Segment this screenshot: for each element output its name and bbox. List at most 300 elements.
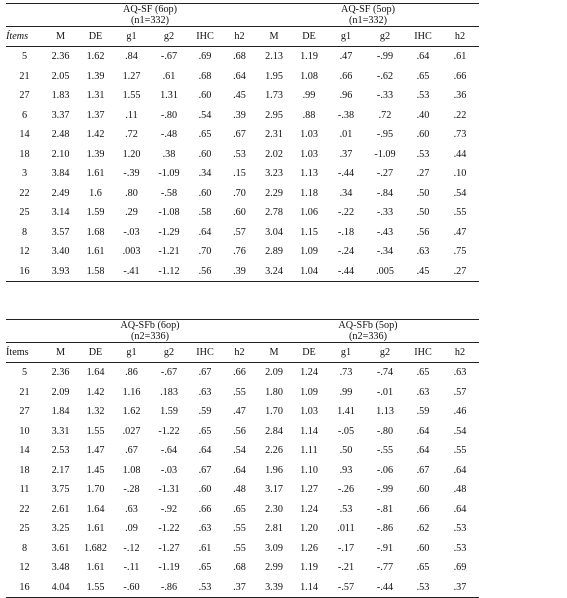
table-cell: -.64 <box>160 445 178 457</box>
table-row <box>6 480 479 500</box>
table-cell: .50 <box>339 445 353 457</box>
table-cell: .55 <box>233 523 246 535</box>
table-cell: .34 <box>339 187 353 199</box>
table-cell: 4.04 <box>43 578 78 598</box>
table-cell: .60 <box>198 90 212 102</box>
table-row <box>6 203 479 223</box>
column-header-row <box>6 343 479 363</box>
table-cell: .58 <box>198 207 212 219</box>
table-cell: -.60 <box>113 578 150 598</box>
table-row <box>6 441 479 461</box>
table-cell: -.80 <box>160 109 178 121</box>
table-cell: -.86 <box>150 578 188 598</box>
group-title-left: AQ-SF (6op) <box>122 4 178 15</box>
table-cell: -.24 <box>337 246 355 258</box>
table-cell: .72 <box>125 129 138 141</box>
table-cell: -.05 <box>337 425 355 437</box>
table-cell: 2.29 <box>265 187 283 199</box>
table-cell: 1.27 <box>300 484 318 496</box>
item-number-cell: 27 <box>19 90 30 102</box>
group-sample-size-right: (n1=332) <box>349 15 387 26</box>
table-cell: -.67 <box>160 51 178 63</box>
table-cell: .005 <box>365 262 405 282</box>
table-cell: -1.09 <box>374 148 396 160</box>
table-cell: .11 <box>125 109 138 121</box>
table-cell: -.43 <box>376 226 394 238</box>
table-cell: .65 <box>233 503 246 515</box>
group-header-right <box>257 4 479 27</box>
table-cell: 1.09 <box>300 386 318 398</box>
table-cell: .62 <box>416 523 430 535</box>
column-header: g1 <box>113 27 150 47</box>
table-cell: .53 <box>233 148 246 160</box>
table-cell: .34 <box>198 168 212 180</box>
table-cell: .61 <box>453 51 467 63</box>
table-cell: 3.48 <box>51 562 70 574</box>
group-sample-size-left: (n1=332) <box>131 15 169 26</box>
table-cell: .61 <box>162 70 176 82</box>
table-cell: 1.19 <box>300 562 318 574</box>
table-cell: 1.04 <box>291 262 327 282</box>
table-cell: .66 <box>453 70 467 82</box>
table-cell: .63 <box>416 246 430 258</box>
table-cell: .46 <box>453 406 467 418</box>
table-cell: .47 <box>453 226 467 238</box>
item-number-cell: 8 <box>21 226 28 238</box>
table-cell: .60 <box>233 207 246 219</box>
table-cell: .63 <box>453 367 467 379</box>
table-cell: .76 <box>233 246 246 258</box>
table-cell: 1.55 <box>86 425 105 437</box>
table-cell: 2.17 <box>51 464 70 476</box>
table-cell: .55 <box>233 542 246 554</box>
table-cell: .67 <box>416 464 430 476</box>
group-header-blank <box>6 4 43 27</box>
table-cell: .67 <box>198 367 212 379</box>
table-row <box>6 47 479 67</box>
column-header: M <box>43 343 78 363</box>
table-cell: .54 <box>453 187 467 199</box>
table-cell: 2.09 <box>51 386 70 398</box>
table-cell: .63 <box>198 386 212 398</box>
table-row <box>6 422 479 442</box>
table-cell: .22 <box>453 109 467 121</box>
table-cell: .88 <box>302 109 316 121</box>
table-row <box>6 86 479 106</box>
table-cell: 3.24 <box>257 262 291 282</box>
table-cell: .56 <box>416 226 430 238</box>
table-cell: 1.41 <box>337 406 355 418</box>
table-cell: -.11 <box>123 562 140 574</box>
table-cell: -.81 <box>376 503 394 515</box>
table-cell: 1.03 <box>300 406 318 418</box>
table-cell: 1.06 <box>300 207 318 219</box>
table-cell: 1.64 <box>86 367 105 379</box>
item-number-cell: 14 <box>19 445 30 457</box>
table-cell: -.55 <box>376 445 394 457</box>
column-header: IHC <box>405 343 441 363</box>
table-cell: 3.84 <box>51 168 70 180</box>
item-number-cell: 3 <box>21 168 28 180</box>
stats-table-aq-sfb <box>6 319 479 598</box>
table-cell: .66 <box>233 367 246 379</box>
table-cell: .011 <box>337 523 355 535</box>
table-cell: 3.40 <box>51 246 70 258</box>
table-cell: .29 <box>125 207 138 219</box>
table-row <box>6 383 479 403</box>
item-number-cell: 14 <box>19 129 30 141</box>
table-cell: 1.03 <box>300 129 318 141</box>
table-cell: 2.53 <box>51 445 70 457</box>
table-cell: .99 <box>302 90 316 102</box>
column-header: IHC <box>405 27 441 47</box>
table-row <box>6 500 479 520</box>
table-cell: 3.93 <box>43 262 78 282</box>
table-cell: -.99 <box>376 51 394 63</box>
table-cell: 2.31 <box>265 129 283 141</box>
table-cell: 2.48 <box>51 129 70 141</box>
table-cell: 1.73 <box>265 90 283 102</box>
table-cell: 3.25 <box>51 523 70 535</box>
column-header-row <box>6 27 479 47</box>
table-row <box>6 363 479 383</box>
table-cell: -1.09 <box>158 168 180 180</box>
table-cell: 1.55 <box>78 578 113 598</box>
column-header: g2 <box>365 27 405 47</box>
table-cell: 1.24 <box>300 503 318 515</box>
table-cell: -1.12 <box>150 262 188 282</box>
table-cell: 1.15 <box>300 226 318 238</box>
table-cell: .68 <box>233 51 246 63</box>
item-number-cell: 25 <box>19 207 30 219</box>
table-cell: 1.16 <box>122 386 141 398</box>
table-cell: .55 <box>453 207 467 219</box>
table-cell: -.62 <box>376 70 394 82</box>
column-header: M <box>257 343 291 363</box>
table-cell: -.38 <box>337 109 355 121</box>
table-cell: 3.17 <box>265 484 283 496</box>
column-header: g1 <box>113 343 150 363</box>
table-cell: 1.55 <box>122 90 141 102</box>
table-cell: .50 <box>416 207 430 219</box>
table-cell: 3.14 <box>51 207 70 219</box>
table-cell: 2.84 <box>265 425 283 437</box>
table-cell: 1.20 <box>122 148 141 160</box>
table-cell: 1.27 <box>122 70 141 82</box>
table-cell: 1.09 <box>300 246 318 258</box>
table-cell: .37 <box>222 578 257 598</box>
table-cell: .66 <box>339 70 353 82</box>
table-cell: 1.62 <box>86 51 105 63</box>
table-cell: 1.68 <box>86 226 105 238</box>
item-number-cell: 18 <box>19 148 30 160</box>
table-cell: .69 <box>453 562 467 574</box>
table-cell: .65 <box>198 562 212 574</box>
table-cell: .15 <box>233 168 246 180</box>
item-number-cell: 6 <box>21 109 28 121</box>
table-cell: 2.36 <box>51 367 70 379</box>
column-header: g1 <box>327 343 365 363</box>
table-cell: -.80 <box>376 425 394 437</box>
table-cell: 1.39 <box>86 148 105 160</box>
table-cell: .73 <box>339 367 353 379</box>
table-cell: 2.36 <box>51 51 70 63</box>
item-number-cell: 22 <box>19 187 30 199</box>
table-cell: .54 <box>233 445 246 457</box>
table-cell: 1.10 <box>300 464 318 476</box>
table-cell: 1.95 <box>265 70 283 82</box>
table-cell: .55 <box>233 386 246 398</box>
table-cell: 2.30 <box>265 503 283 515</box>
table-cell: 1.20 <box>300 523 318 535</box>
table-cell: 1.18 <box>300 187 318 199</box>
table-cell: 1.03 <box>300 148 318 160</box>
table-cell: .64 <box>416 445 430 457</box>
table-cell: -.17 <box>337 542 355 554</box>
table-cell: -1.22 <box>158 523 180 535</box>
table-cell: .183 <box>160 386 178 398</box>
table-cell: .70 <box>198 246 212 258</box>
table-cell: 3.23 <box>265 168 283 180</box>
table-cell: .70 <box>233 187 246 199</box>
group-header-left <box>43 320 257 343</box>
table-cell: .64 <box>453 464 467 476</box>
table-cell: 1.42 <box>86 129 105 141</box>
table-cell: 2.95 <box>265 109 283 121</box>
item-number-cell: 21 <box>19 386 30 398</box>
table-cell: 1.24 <box>300 367 318 379</box>
table-cell: .53 <box>453 542 467 554</box>
item-number-cell: 12 <box>19 562 30 574</box>
table-cell: -.44 <box>337 168 355 180</box>
table-cell: 1.14 <box>291 578 327 598</box>
table-cell: .75 <box>453 246 467 258</box>
table-cell: -.26 <box>337 484 355 496</box>
item-number-cell: 22 <box>19 503 30 515</box>
table-row <box>6 106 479 126</box>
table-cell: 1.83 <box>51 90 70 102</box>
item-number-cell: 10 <box>19 425 30 437</box>
table-row <box>6 67 479 87</box>
table-row <box>6 519 479 539</box>
table-cell: .64 <box>233 464 246 476</box>
table-cell: 1.19 <box>300 51 318 63</box>
table-cell: -.33 <box>376 90 394 102</box>
table-cell: .60 <box>416 542 430 554</box>
item-number-cell: 5 <box>21 51 28 63</box>
table-cell: 1.14 <box>300 425 318 437</box>
table-cell: -.84 <box>376 187 394 199</box>
table-cell: 1.58 <box>78 262 113 282</box>
table-cell: .47 <box>339 51 353 63</box>
table-cell: .65 <box>198 129 212 141</box>
table-cell: -.22 <box>337 207 355 219</box>
table-cell: -1.27 <box>158 542 180 554</box>
table-cell: .64 <box>416 51 430 63</box>
table-cell: .50 <box>416 187 430 199</box>
table-cell: .65 <box>198 425 212 437</box>
table-cell: .57 <box>453 386 467 398</box>
table-cell: -.06 <box>376 464 394 476</box>
table-cell: .55 <box>453 445 467 457</box>
table-row <box>6 164 479 184</box>
table-cell: -.34 <box>376 246 394 258</box>
group-title-right: AQ-SF (5op) <box>340 4 396 15</box>
table-cell: -.21 <box>337 562 355 574</box>
table-cell: .67 <box>125 445 138 457</box>
table-cell: .64 <box>198 226 212 238</box>
table-cell: .68 <box>198 70 212 82</box>
group-header-row <box>6 320 479 343</box>
item-number-cell: 21 <box>19 70 30 82</box>
column-header: DE <box>291 27 327 47</box>
table-row <box>6 461 479 481</box>
table-cell: .47 <box>233 406 246 418</box>
group-header-left <box>43 4 257 27</box>
item-number-cell: 11 <box>19 484 30 496</box>
column-header: g2 <box>365 343 405 363</box>
column-header: Ítems <box>6 27 43 47</box>
column-header: IHC <box>188 343 222 363</box>
table-cell: 3.61 <box>51 542 70 554</box>
table-cell: 2.13 <box>265 51 283 63</box>
table-cell: .69 <box>198 51 212 63</box>
table-cell: 1.6 <box>89 187 102 199</box>
table-cell: 1.08 <box>122 464 141 476</box>
table-cell: -.74 <box>376 367 394 379</box>
table-cell: 1.84 <box>51 406 70 418</box>
table-cell: 1.13 <box>376 406 394 418</box>
table-cell: .63 <box>416 386 430 398</box>
table-cell: .45 <box>233 90 246 102</box>
table-cell: -1.22 <box>158 425 180 437</box>
table-cell: .56 <box>233 425 246 437</box>
table-row <box>6 578 479 598</box>
table-cell: .27 <box>416 168 430 180</box>
table-cell: 1.61 <box>86 523 105 535</box>
group-sample-size-right: (n2=336) <box>349 331 387 342</box>
group-header-row <box>6 4 479 27</box>
item-number-cell: 8 <box>21 542 28 554</box>
table-cell: 1.70 <box>265 406 283 418</box>
table-cell: -.95 <box>376 129 394 141</box>
table-cell: -.03 <box>160 464 178 476</box>
table-cell: -.44 <box>327 262 365 282</box>
column-header: h2 <box>441 343 479 363</box>
table-cell: 2.05 <box>51 70 70 82</box>
table-cell: .60 <box>416 484 430 496</box>
table-cell: .67 <box>233 129 246 141</box>
table-cell: 1.11 <box>300 445 318 457</box>
table-cell: 2.99 <box>265 562 283 574</box>
table-cell: .54 <box>198 109 212 121</box>
column-header: h2 <box>441 27 479 47</box>
column-header: DE <box>78 343 113 363</box>
table-cell: 1.31 <box>86 90 105 102</box>
table-cell: .60 <box>198 148 212 160</box>
table-cell: .68 <box>233 562 246 574</box>
table-cell: 2.78 <box>265 207 283 219</box>
column-header: DE <box>291 343 327 363</box>
table-cell: 3.09 <box>265 542 283 554</box>
table-cell: .65 <box>416 70 430 82</box>
table-cell: -.28 <box>123 484 140 496</box>
column-header: Ítems <box>6 343 43 363</box>
table-cell: 1.39 <box>86 70 105 82</box>
table-row <box>6 184 479 204</box>
table-cell: 1.70 <box>86 484 105 496</box>
column-header: M <box>257 27 291 47</box>
table-cell: .36 <box>453 90 467 102</box>
table-cell: .61 <box>198 542 212 554</box>
table-cell: .65 <box>416 562 430 574</box>
table-cell: 1.47 <box>86 445 105 457</box>
stats-table-aq-sf <box>6 3 479 282</box>
column-header: g1 <box>327 27 365 47</box>
table-cell: .99 <box>339 386 353 398</box>
table-cell: 1.13 <box>300 168 318 180</box>
table-cell: 2.26 <box>265 445 283 457</box>
table-cell: -.92 <box>160 503 178 515</box>
table-cell: -.86 <box>376 523 394 535</box>
table-cell: .64 <box>233 70 246 82</box>
table-cell: -.99 <box>376 484 394 496</box>
table-cell: .37 <box>441 578 479 598</box>
table-cell: 1.59 <box>160 406 178 418</box>
table-cell: 3.75 <box>51 484 70 496</box>
table-cell: .64 <box>453 503 467 515</box>
table-cell: .53 <box>339 503 353 515</box>
column-header: g2 <box>150 27 188 47</box>
table-cell: .80 <box>125 187 138 199</box>
table-cell: .96 <box>339 90 353 102</box>
column-header: h2 <box>222 27 257 47</box>
group-sample-size-left: (n2=336) <box>131 331 169 342</box>
table-cell: .39 <box>222 262 257 282</box>
group-header-right <box>257 320 479 343</box>
table-cell: 1.61 <box>86 562 105 574</box>
table-cell: 1.26 <box>300 542 318 554</box>
table-cell: 3.37 <box>51 109 70 121</box>
table-cell: 2.61 <box>51 503 70 515</box>
table-cell: .45 <box>405 262 441 282</box>
group-header-blank <box>6 320 43 343</box>
table-cell: -.58 <box>160 187 178 199</box>
table-cell: .53 <box>188 578 222 598</box>
table-cell: 1.37 <box>86 109 105 121</box>
table-cell: .56 <box>188 262 222 282</box>
table-cell: -.03 <box>123 226 140 238</box>
table-cell: .57 <box>233 226 246 238</box>
table-row <box>6 402 479 422</box>
table-cell: .66 <box>198 503 212 515</box>
table-cell: .54 <box>453 425 467 437</box>
table-cell: -.33 <box>376 207 394 219</box>
table-cell: 1.31 <box>160 90 178 102</box>
column-header: h2 <box>222 343 257 363</box>
table-cell: 2.89 <box>265 246 283 258</box>
table-cell: .53 <box>416 90 430 102</box>
column-header: M <box>43 27 78 47</box>
table-cell: -.18 <box>337 226 355 238</box>
item-number-cell: 5 <box>21 367 28 379</box>
table-cell: 1.42 <box>86 386 105 398</box>
table-cell: .60 <box>198 484 212 496</box>
table-row <box>6 262 479 282</box>
table-cell: -1.31 <box>158 484 180 496</box>
table-cell: .003 <box>122 246 141 258</box>
table-cell: .72 <box>378 109 392 121</box>
